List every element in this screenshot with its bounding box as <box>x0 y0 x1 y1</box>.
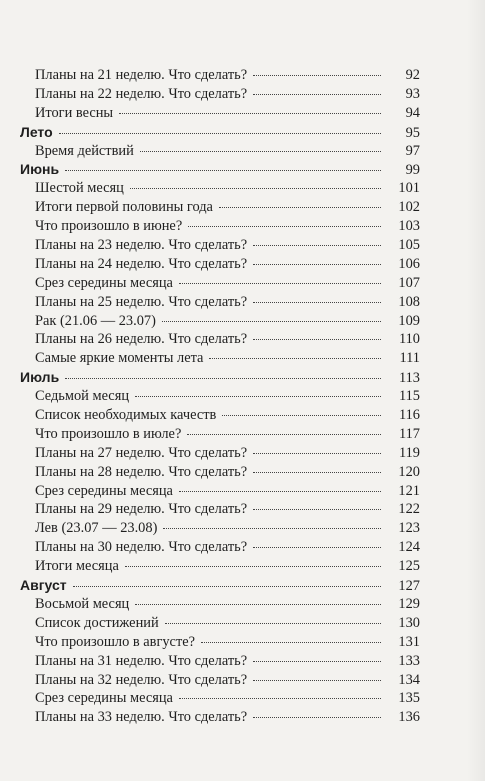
toc-dot-leader <box>219 207 381 208</box>
toc-page-number: 110 <box>398 331 420 348</box>
toc-entry-title: Самые яркие моменты лета <box>35 350 204 367</box>
toc-dot-leader <box>125 566 381 567</box>
toc-entry-row <box>20 217 420 236</box>
toc-dot-leader <box>65 378 381 379</box>
toc-section-row <box>20 368 420 387</box>
toc-entry-title: Что произошло в июле? <box>35 425 182 442</box>
toc-entry-title: Время действий <box>35 142 134 159</box>
toc-entry-title: Планы на 23 неделю. Что сделать? <box>35 237 248 254</box>
toc-page-number: 113 <box>398 370 420 387</box>
toc-page-number: 136 <box>398 709 420 726</box>
toc-dot-leader <box>253 680 381 681</box>
toc-entry-title: Шестой месяц <box>35 180 124 197</box>
toc-entry-row <box>20 538 420 557</box>
toc-entry-row <box>20 85 420 104</box>
page-edge-shadow <box>467 0 485 781</box>
toc-dot-leader <box>135 396 381 397</box>
toc-entry-row <box>20 66 420 85</box>
toc-entry-row <box>20 142 420 161</box>
toc-dot-leader <box>179 283 381 284</box>
toc-entry-title: Планы на 26 неделю. Что сделать? <box>35 331 248 348</box>
toc-entry-row <box>20 425 420 444</box>
toc-entry-row <box>20 519 420 538</box>
toc-dot-leader <box>163 528 381 529</box>
toc-page-number: 97 <box>405 142 420 159</box>
toc-page-number: 102 <box>398 199 420 216</box>
toc-entry-title: Седьмой месяц <box>35 388 130 405</box>
toc-page-number: 134 <box>398 671 420 688</box>
toc-page-number: 122 <box>398 501 420 518</box>
toc-entry-row <box>20 198 420 217</box>
toc-page-number: 94 <box>405 104 420 121</box>
toc-dot-leader <box>59 133 381 134</box>
toc-dot-leader <box>179 491 381 492</box>
toc-entry-title: Что произошло в августе? <box>35 633 196 650</box>
toc-entry-title: Лев (23.07 — 23.08) <box>35 520 158 537</box>
toc-page-number: 133 <box>398 652 420 669</box>
toc-dot-leader <box>222 415 381 416</box>
toc-entry-row <box>20 482 420 501</box>
toc-entry-title: Список достижений <box>35 614 159 631</box>
toc-entry-title: Планы на 27 неделю. Что сделать? <box>35 444 248 461</box>
toc-page-number: 111 <box>399 350 420 367</box>
toc-entry-row <box>20 255 420 274</box>
toc-dot-leader <box>162 321 381 322</box>
toc-dot-leader <box>253 245 381 246</box>
toc-entry-row <box>20 293 420 312</box>
toc-entry-title: Срез середины месяца <box>35 690 173 707</box>
toc-dot-leader <box>253 75 381 76</box>
toc-page-number: 107 <box>398 274 420 291</box>
toc-entry-title: Рак (21.06 — 23.07) <box>35 312 156 329</box>
toc-entry-title: Планы на 29 неделю. Что сделать? <box>35 501 248 518</box>
toc-page-number: 130 <box>398 614 420 631</box>
toc-entry-row <box>20 312 420 331</box>
table-of-contents <box>20 66 420 727</box>
toc-dot-leader <box>253 94 381 95</box>
toc-dot-leader <box>140 151 381 152</box>
toc-page-number: 108 <box>398 293 420 310</box>
toc-entry-row <box>20 406 420 425</box>
toc-entry-title: Планы на 24 неделю. Что сделать? <box>35 255 248 272</box>
toc-entry-row <box>20 274 420 293</box>
toc-entry-row <box>20 652 420 671</box>
toc-dot-leader <box>135 604 381 605</box>
toc-entry-title: Итоги весны <box>35 104 114 121</box>
toc-entry-row <box>20 104 420 123</box>
toc-entry-title: Планы на 28 неделю. Что сделать? <box>35 463 248 480</box>
toc-dot-leader <box>253 339 381 340</box>
toc-entry-title: Итоги первой половины года <box>35 199 213 216</box>
toc-entry-title: Планы на 31 неделю. Что сделать? <box>35 652 248 669</box>
toc-page-number: 135 <box>398 690 420 707</box>
toc-page-number: 99 <box>405 162 420 179</box>
toc-dot-leader <box>187 434 381 435</box>
toc-entry-row <box>20 689 420 708</box>
toc-entry-row <box>20 708 420 727</box>
toc-page-number: 105 <box>398 237 420 254</box>
toc-entry-row <box>20 671 420 690</box>
toc-page-number: 129 <box>398 595 420 612</box>
toc-page-number: 127 <box>398 578 420 595</box>
toc-dot-leader <box>65 170 381 171</box>
toc-entry-row <box>20 387 420 406</box>
toc-entry-title: Планы на 32 неделю. Что сделать? <box>35 671 248 688</box>
toc-page-number: 106 <box>398 255 420 272</box>
toc-entry-row <box>20 463 420 482</box>
toc-entry-title: Что произошло в июне? <box>35 218 183 235</box>
toc-entry-row <box>20 557 420 576</box>
toc-page-number: 120 <box>398 463 420 480</box>
toc-page-number: 123 <box>398 520 420 537</box>
toc-page-number: 119 <box>398 444 420 461</box>
toc-page-number: 125 <box>398 558 420 575</box>
toc-entry-row <box>20 500 420 519</box>
toc-entry-row <box>20 179 420 198</box>
toc-entry-title: Срез середины месяца <box>35 482 173 499</box>
toc-entry-row <box>20 444 420 463</box>
toc-page-number: 117 <box>398 425 420 442</box>
toc-dot-leader <box>253 509 381 510</box>
toc-dot-leader <box>201 642 381 643</box>
toc-entry-title: Планы на 25 неделю. Что сделать? <box>35 293 248 310</box>
toc-entry-title: Итоги месяца <box>35 558 119 575</box>
toc-page-number: 109 <box>398 312 420 329</box>
toc-entry-row <box>20 595 420 614</box>
toc-dot-leader <box>130 188 381 189</box>
toc-dot-leader <box>73 586 381 587</box>
toc-page-number: 92 <box>405 67 420 83</box>
toc-page-number: 101 <box>398 180 420 197</box>
toc-entry-title: Срез середины месяца <box>35 274 173 291</box>
toc-entry-title: Планы на 30 неделю. Что сделать? <box>35 539 248 556</box>
toc-page-number: 115 <box>398 388 420 405</box>
toc-entry-title: Планы на 33 неделю. Что сделать? <box>35 709 248 726</box>
toc-dot-leader <box>209 358 381 359</box>
toc-dot-leader <box>119 113 381 114</box>
toc-page-number: 103 <box>398 218 420 235</box>
toc-dot-leader <box>253 302 381 303</box>
toc-dot-leader <box>165 623 381 624</box>
toc-dot-leader <box>253 661 381 662</box>
toc-section-title: Август <box>20 577 67 594</box>
toc-entry-row <box>20 236 420 255</box>
toc-dot-leader <box>253 717 381 718</box>
toc-section-title: Июнь <box>20 161 60 178</box>
toc-page-number: 121 <box>398 482 420 499</box>
toc-entry-title: Список необходимых качеств <box>35 407 217 424</box>
toc-dot-leader <box>253 547 381 548</box>
toc-entry-title: Восьмой месяц <box>35 595 130 612</box>
toc-dot-leader <box>188 226 381 227</box>
toc-entry-row <box>20 349 420 368</box>
toc-page-number: 116 <box>398 407 420 424</box>
toc-entry-row <box>20 614 420 633</box>
toc-entry-row <box>20 330 420 349</box>
toc-entry-title: Планы на 22 неделю. Что сделать? <box>35 85 248 102</box>
toc-section-row <box>20 123 420 142</box>
toc-page-number: 93 <box>405 85 420 102</box>
toc-section-row <box>20 576 420 595</box>
toc-page-number: 124 <box>398 539 420 556</box>
toc-entry-row <box>20 633 420 652</box>
toc-page-number: 131 <box>398 633 420 650</box>
toc-section-title: Июль <box>20 369 60 386</box>
toc-dot-leader <box>253 264 381 265</box>
toc-page-number: 95 <box>405 124 420 141</box>
toc-section-row <box>20 160 420 179</box>
toc-dot-leader <box>253 472 381 473</box>
toc-dot-leader <box>179 698 381 699</box>
toc-section-title: Лето <box>20 123 53 140</box>
toc-entry-title: Планы на 21 неделю. Что сделать? <box>35 67 248 83</box>
toc-dot-leader <box>253 453 381 454</box>
